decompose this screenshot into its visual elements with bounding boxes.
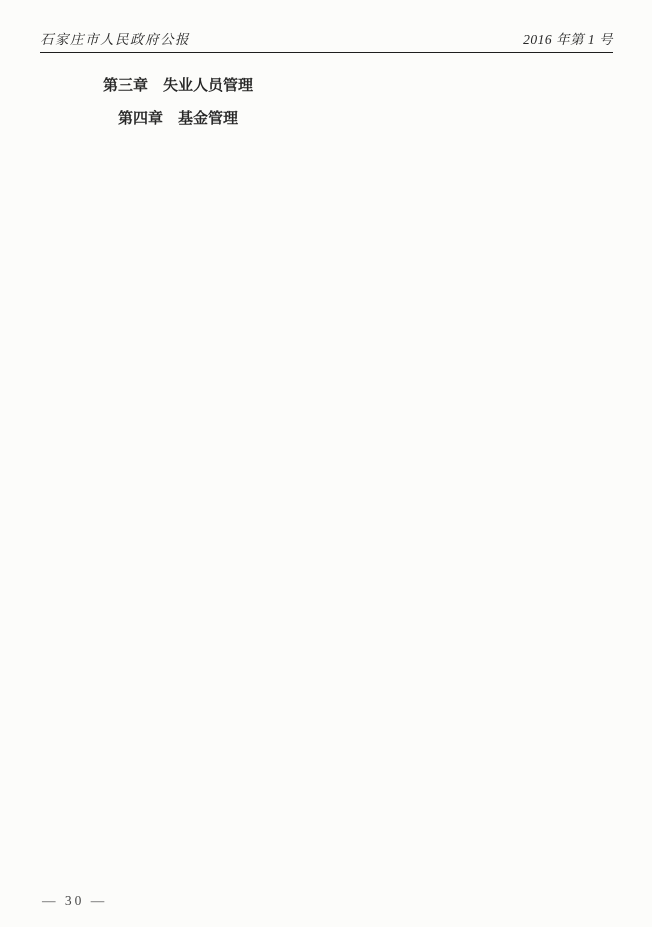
issue-label: 2016 年第 1 号 xyxy=(523,32,613,47)
page-footer xyxy=(42,893,107,909)
page-header xyxy=(40,32,613,47)
chapter-heading: 第四章 基金管理 xyxy=(117,109,238,127)
chapter-heading: 第三章 失业人员管理 xyxy=(102,77,253,94)
page-number: — 30 — xyxy=(42,893,108,908)
gazette-title: 石家庄市人民政府公报 xyxy=(40,32,190,47)
header-rule xyxy=(40,52,613,53)
document-body xyxy=(40,66,613,898)
left-column xyxy=(40,66,316,898)
right-column xyxy=(337,66,613,898)
